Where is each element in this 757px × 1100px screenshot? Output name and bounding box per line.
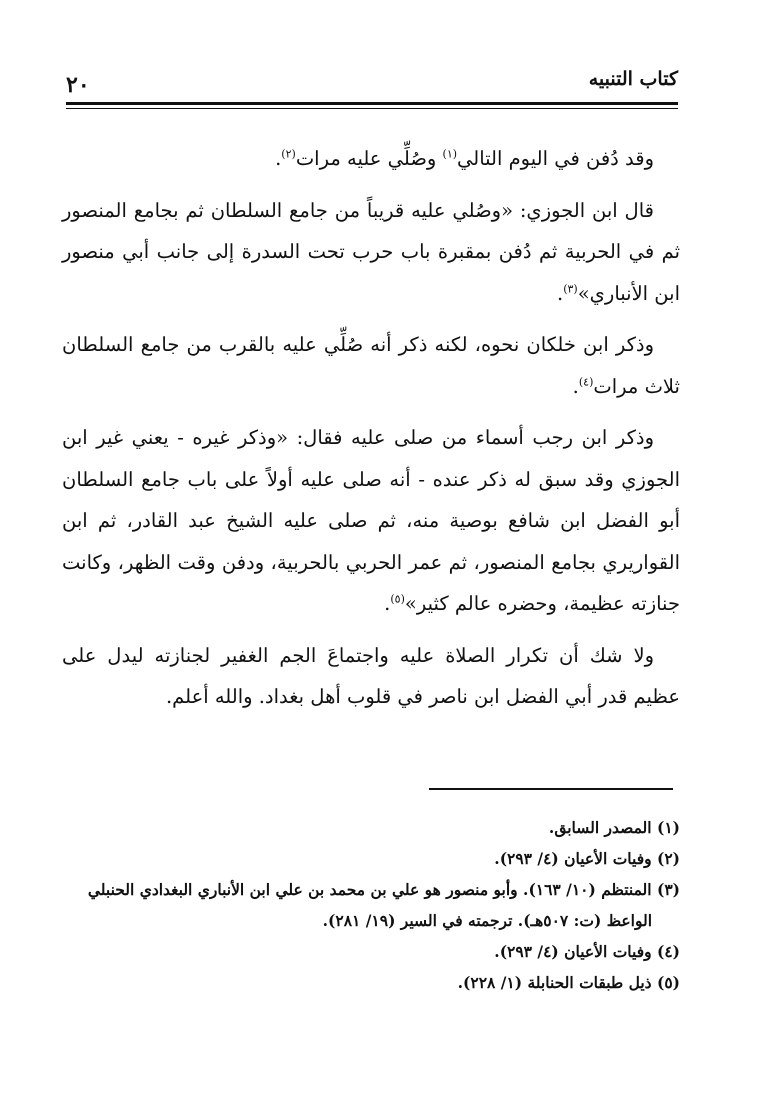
footnote-3-continued: الواعظ (ت: ٥٠٧هـ). ترجمته في السير (١٩/ ٢٨١). xyxy=(322,911,652,930)
paragraph-2-end: . xyxy=(556,281,564,305)
paragraph-1-text-2: وصُلِّي عليه مرات xyxy=(295,147,443,170)
paragraph-3 xyxy=(62,324,680,407)
paragraph-4-end: . xyxy=(384,592,391,615)
footnote-ref-2: (٢) xyxy=(281,147,296,161)
paragraph-4 xyxy=(62,417,680,625)
paragraph-1 xyxy=(62,138,680,180)
paragraph-2-text: قال ابن الجوزي: «وصُلي عليه قريباً من جامع السلطان ثم بجامع المنصور ثم في الحربية ثم دُفن بمقبرة باب حرب تحت السدرة إلى جانب أبي منصور ابن الأنباري» xyxy=(62,198,680,305)
paragraph-1-text: وقد دُفن في اليوم التالي xyxy=(457,147,654,170)
paragraph-1-end: . xyxy=(275,147,282,170)
footnote-1: (١) المصدر السابق. xyxy=(548,818,680,837)
footnote-3: (٣) المنتظم (١٠/ ١٦٣). وأبو منصور هو علي بن محمد بن علي ابن الأنباري البغدادي الحنبلي xyxy=(87,880,680,899)
footnote-ref-5: (٥) xyxy=(390,592,405,606)
footnote-ref-1: (١) xyxy=(442,147,458,161)
paragraph-2 xyxy=(62,190,680,315)
paragraph-5 xyxy=(62,635,680,718)
header-rule-thin xyxy=(66,108,678,109)
footnote-separator xyxy=(429,788,673,790)
page-number: ٢٠ xyxy=(66,72,90,98)
paragraph-4-text: وذكر ابن رجب أسماء من صلى عليه فقال: «وذكر غيره - يعني غير ابن الجوزي وقد سبق له ذكر عنده - أنه صلى عليه أولاً على باب جامع السلطان أبو الفضل ابن شافع بوصية منه، ثم صلى عليه الشيخ عبد القادر، ثم ابن القواريري بجامع المنصور، ثم عمر الحربي بالحربية، ودفن وقت الظهر، وكانت جنازته عظيمة، وحضره عالم كثير» xyxy=(62,426,680,615)
footnote-ref-4: (٤) xyxy=(578,375,594,388)
page-header xyxy=(66,66,678,100)
running-title: كتاب التنبيه xyxy=(588,68,678,90)
footnote-5: (٥) ذيل طبقات الحنابلة (١/ ٢٢٨). xyxy=(457,973,680,992)
footnotes xyxy=(62,812,680,998)
footnote-2: (٢) وفيات الأعيان (٤/ ٢٩٣). xyxy=(494,849,680,868)
footnote-4: (٤) وفيات الأعيان (٤/ ٢٩٣). xyxy=(494,942,680,961)
footnote-ref-3: (٣) xyxy=(563,282,578,295)
main-text xyxy=(62,138,680,728)
paragraph-3-end: . xyxy=(572,374,579,398)
paragraph-3-text: وذكر ابن خلكان نحوه، لكنه ذكر أنه صُلِّي عليه بالقرب من جامع السلطان ثلاث مرات xyxy=(62,333,680,398)
header-rule-thick xyxy=(66,102,678,105)
paragraph-5-text: ولا شك أن تكرار الصلاة عليه واجتماعَ الجم الغفير لجنازته ليدل على عظيم قدر أبي الفضل ابن ناصر في قلوب أهل بغداد. والله أعلم. xyxy=(62,643,680,708)
